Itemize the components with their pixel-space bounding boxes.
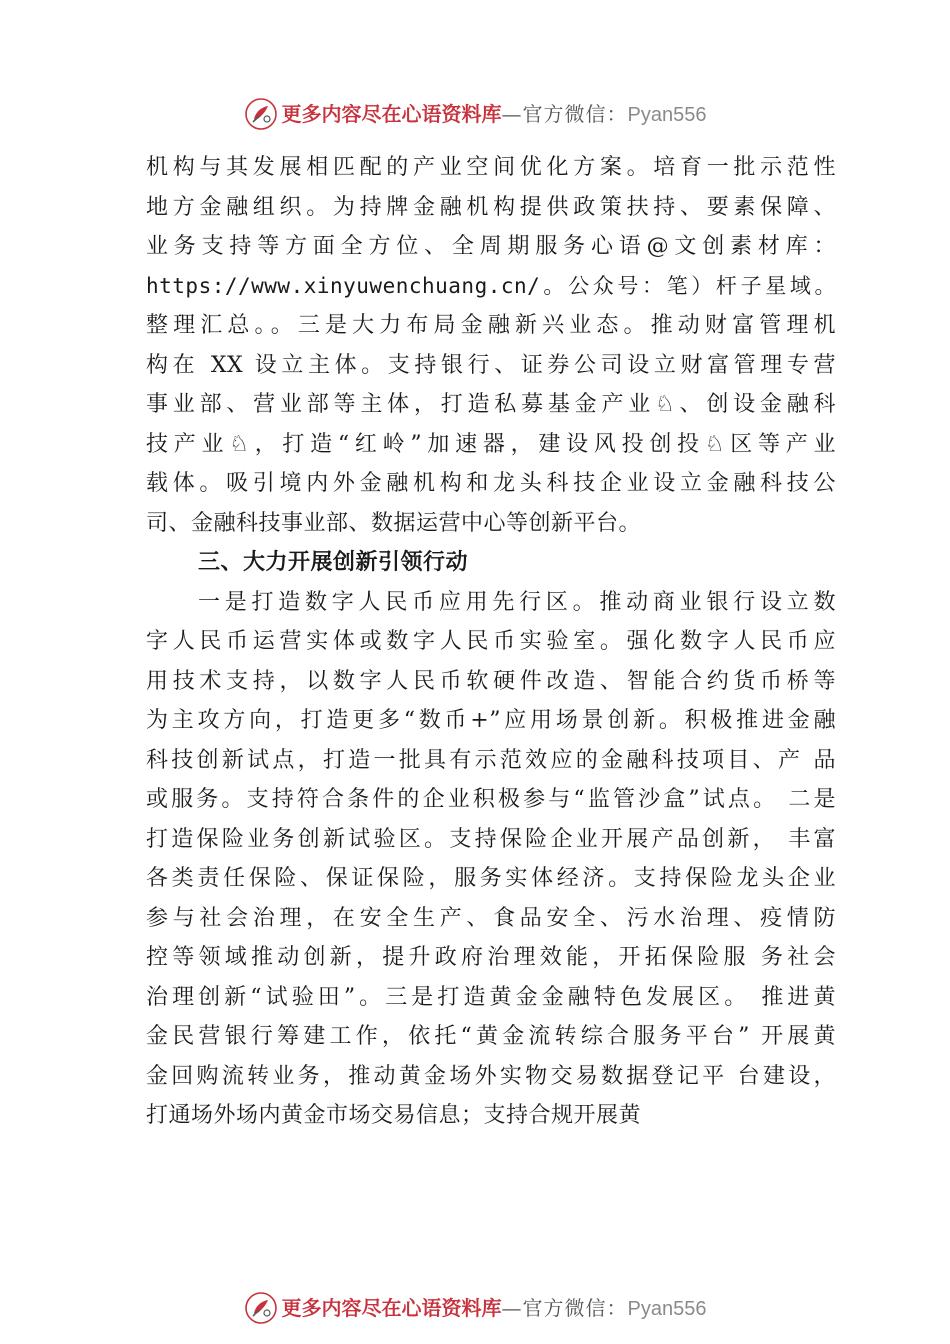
text-line: 机构与其发展相匹配的产业空间优化方案。培育一批示范性 — [146, 155, 836, 180]
text-line: 技产业♘，打造“红岭”加速器，建设风投创投♘区等产业 — [146, 431, 836, 457]
footer-banner — [0, 1288, 950, 1328]
text-line: 构在 XX 设立主体。支持银行、证券公司设立财富管理专营 — [146, 352, 836, 378]
banner-text — [282, 1288, 707, 1329]
text-line: 字人民币运营实体或数字人民币实验室。强化数字人民币应 — [146, 629, 836, 654]
text-line: 整理汇总。。三是大力布局金融新兴业态。推动财富管理机 — [146, 313, 836, 338]
text-line: 金回购流转业务，推动黄金场外实物交易数据登记平 台建设， — [146, 1063, 836, 1089]
banner-dash: — — [501, 101, 523, 126]
text-line: 事业部、营业部等主体，打造私募基金产业♘、创设金融科 — [146, 392, 836, 417]
document-body — [146, 148, 836, 1136]
text-line: 用技术支持，以数字人民币软硬件改造、智能合约货币桥等 — [146, 668, 836, 694]
text-line: 司、金融科技事业部、数据运营中心等创新平台。 — [146, 510, 642, 536]
text-line: 金民营银行筹建工作，依托“黄金流转综合服务平台” 开展黄 — [146, 1024, 836, 1049]
text-line: 载体。吸引境内外金融机构和龙头科技企业设立金融科技公 — [146, 471, 836, 496]
text-line: 一是打造数字人民币应用先行区。推动商业银行设立数 — [198, 589, 836, 615]
banner-brand: 更多内容尽在心语资料库 — [281, 101, 502, 126]
banner-label: 官方微信： — [522, 101, 628, 126]
text-line: 参与社会治理，在安全生产、食品安全、污水治理、疫情防 — [146, 905, 836, 931]
banner-text — [282, 94, 707, 135]
text-line: 地方金融组织。为持牌金融机构提供政策扶持、要素保障、 — [146, 194, 836, 220]
banner-dash: — — [501, 1295, 523, 1320]
text-line: 各类责任保险、保证保险，服务实体经济。支持保险龙头企业 — [146, 866, 836, 891]
banner-wechat-id: Pyan556 — [627, 1297, 707, 1320]
section-heading: 三、大力开展创新引领行动 — [198, 550, 469, 575]
text-line: 或服务。支持符合条件的企业积极参与“监管沙盒”试点。 二是 — [146, 787, 836, 812]
banner-wechat-id: Pyan556 — [627, 103, 707, 126]
banner-brand: 更多内容尽在心语资料库 — [281, 1295, 502, 1320]
text-line: 为主攻方向，打造更多“数币+”应用场景创新。积极推进金融 — [146, 708, 836, 733]
text-line: 控等领域推动创新，提升政府治理效能，开拓保险服 务社会 — [146, 945, 836, 970]
text-line: 科技创新试点，打造一批具有示范效应的金融科技项目、产 品 — [146, 747, 836, 773]
header-banner — [0, 94, 950, 134]
brand-logo-icon — [244, 97, 278, 131]
banner-label: 官方微信： — [522, 1295, 628, 1320]
text-line: 打通场外场内黄金市场交易信息；支持合规开展黄 — [146, 1103, 642, 1128]
text-line: https://www.xinyuwenchuang.cn/。公众号：笔）杆子星域。 — [146, 273, 836, 298]
text-line: 业务支持等方面全方位、全周期服务心语@文创素材库： — [146, 234, 836, 259]
text-line: 打造保险业务创新试验区。支持保险企业开展产品创新， 丰富 — [146, 826, 836, 852]
text-line: 治理创新“试验田”。三是打造黄金金融特色发展区。 推进黄 — [146, 984, 836, 1010]
brand-logo-icon — [244, 1291, 278, 1325]
